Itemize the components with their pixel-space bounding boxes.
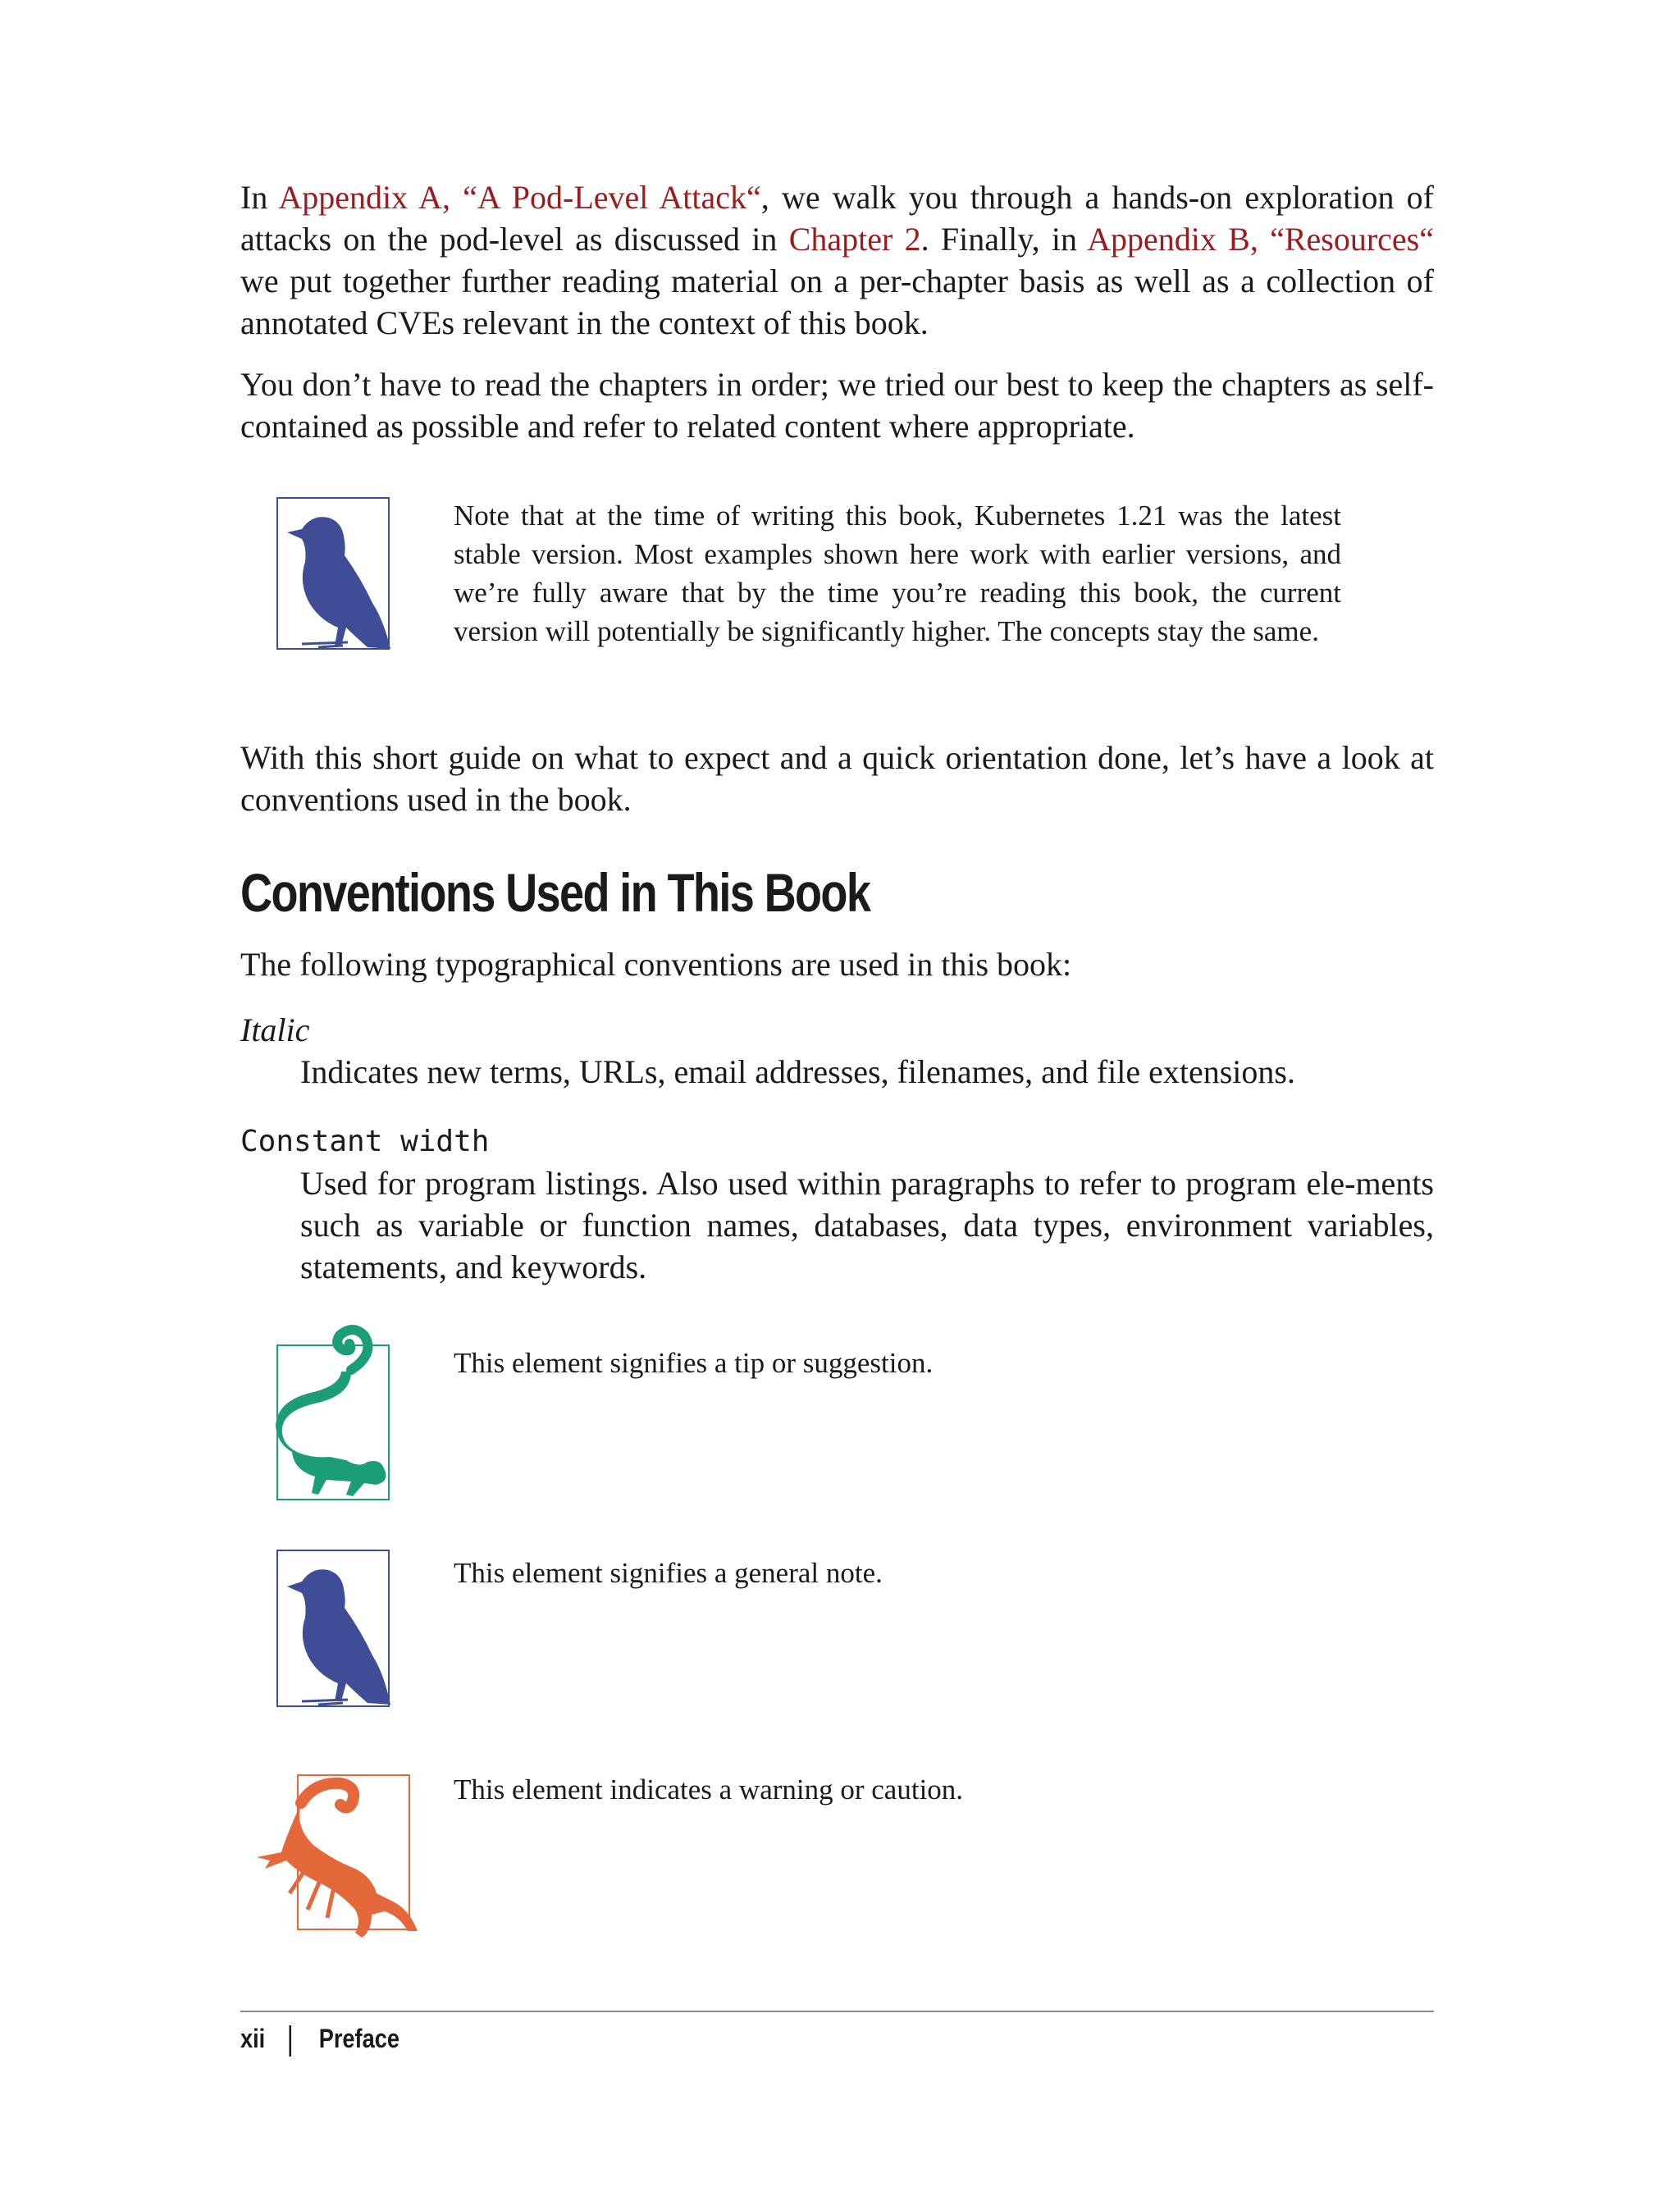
tip-text: This element signifies a tip or suggestion. bbox=[454, 1347, 934, 1379]
orientation-paragraph: With this short guide on what to expect and a quick orientation done, let’s have a look at conventions used in the book. bbox=[240, 739, 1434, 818]
conventions-list bbox=[240, 1009, 1434, 1288]
page-number: xii bbox=[240, 2024, 266, 2053]
lemur-tip-icon bbox=[261, 1321, 400, 1518]
note-admonition bbox=[240, 496, 1434, 693]
footer-separator bbox=[289, 2025, 291, 2057]
crow-note-icon bbox=[269, 1549, 400, 1729]
note-text: Note that at the time of writing this book, Kubernetes 1.21 was the latest stable version. Most examples shown here work with earlier versions, and we’re fully aware that by the time you’re reading this book, the current version will potentially be significantly higher. The concepts stay the same. bbox=[454, 500, 1341, 647]
footer-rule bbox=[240, 2011, 1434, 2012]
general-note-admonition bbox=[240, 1549, 1434, 1729]
chapter-2-link[interactable]: Chapter 2 bbox=[788, 221, 921, 258]
definition-constant-width: Used for program listings. Also used within paragraphs to refer to program ele-ments such as variable or function names, databases, data types, environment variables, statements, and keywords. bbox=[300, 1165, 1434, 1285]
warning-admonition bbox=[240, 1770, 1434, 1959]
tip-admonition bbox=[240, 1321, 1434, 1518]
definition-italic: Indicates new terms, URLs, email addresses, filenames, and file extensions. bbox=[300, 1053, 1295, 1090]
section-heading: Conventions Used in This Book bbox=[240, 862, 870, 923]
footer-section: Preface bbox=[318, 2024, 399, 2053]
section-heading-wrapper bbox=[240, 861, 1434, 924]
warning-text: This element indicates a warning or caution. bbox=[454, 1774, 964, 1806]
page-footer bbox=[240, 2024, 399, 2057]
section-intro: The following typographical conventions are used in this book: bbox=[240, 946, 1072, 983]
appendix-a-link[interactable]: Appendix A, “A Pod-Level Attack“ bbox=[278, 179, 761, 216]
crow-note-icon bbox=[269, 496, 400, 660]
intro-paragraph: In Appendix A, “A Pod-Level Attack“, we walk you through a hands-on exploration of attacks on the pod-level as discussed in Chapter 2. Finally, in Appendix B, “Resources“ we put together further reading material on a per-chapter basis as well as a collection of annotated CVEs relevant in the context of this book. bbox=[240, 179, 1435, 341]
reading-order-paragraph: You don’t have to read the chapters in order; we tried our best to keep the chapters as self-contained as possible and refer to related content where appropriate. bbox=[240, 366, 1434, 445]
appendix-b-link[interactable]: Appendix B, “Resources“ bbox=[1087, 221, 1435, 258]
term-italic: Italic bbox=[240, 1011, 310, 1048]
scorpion-warning-icon bbox=[249, 1770, 421, 1959]
general-note-text: This element signifies a general note. bbox=[454, 1557, 883, 1589]
term-constant-width: Constant width bbox=[240, 1125, 490, 1158]
